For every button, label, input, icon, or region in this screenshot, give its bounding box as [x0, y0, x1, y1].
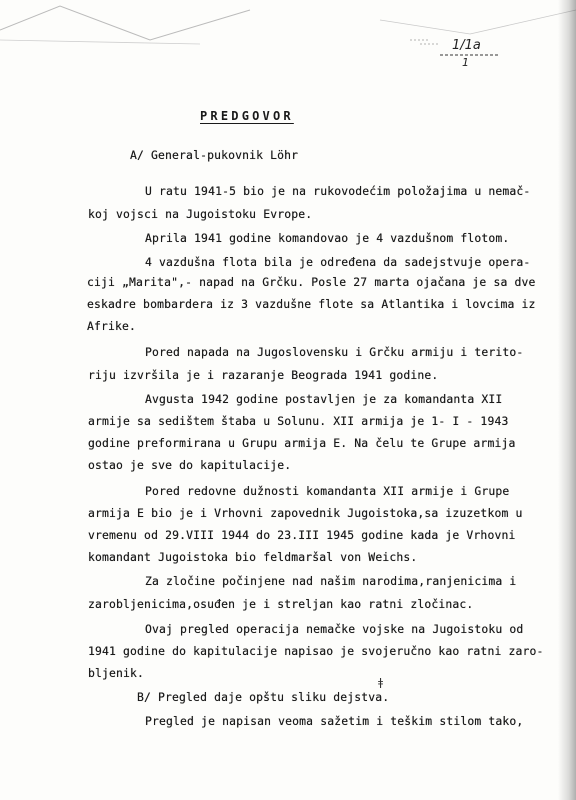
- text-line: 4 vazdušna flota bila je određena da sadejstvuje opera-: [145, 255, 531, 269]
- stamp-number: 1/1a: [452, 38, 481, 53]
- text-line: ciji „Marita",- napad na Grčku. Posle 27 marta ojačana je sa dve: [87, 275, 536, 289]
- text-line: koj vojsci na Jugoistoku Evrope.: [88, 207, 313, 221]
- text-line: ostao je sve do kapitulacije.: [88, 458, 292, 472]
- text-line: armija E bio je i Vrhovni zapovednik Jugoistoka,sa izuzetkom u: [88, 506, 523, 520]
- text-line: 1941 godine do kapitulacije napisao je svojeručno kao ratni zaro-: [88, 644, 544, 658]
- text-line: Pored redovne dužnosti komandanta XII armije i Grupe: [145, 484, 510, 498]
- text-line: Pored napada na Jugoslovensku i Grčku armiju i terito-: [145, 345, 524, 359]
- scan-edge-shadow: [558, 0, 576, 800]
- text-line: Za zločine počinjene nad našim narodima,ranjenicima i: [145, 574, 517, 588]
- text-line: Afrike.: [87, 319, 137, 333]
- text-line: Pregled je napisan veoma sažetim i teškim stilom tako,: [145, 714, 524, 728]
- text-line: Aprila 1941 godine komandovao je 4 vazdušnom flotom.: [145, 231, 510, 245]
- text-line: bljenik.: [88, 666, 145, 680]
- text-line: Avgusta 1942 godine postavljen je za komandanta XII: [145, 392, 503, 406]
- text-line: riju izvršila je i razaranje Beograda 1941 godine.: [88, 368, 439, 382]
- text-line: U ratu 1941-5 bio je na rukovodećim položajima u nemač-: [145, 184, 531, 198]
- text-line: godine preformirana u Grupu armija E. Na čelu te Grupe armija: [88, 436, 516, 450]
- stamp-underline: [440, 52, 500, 58]
- section-a-heading: A/ General-pukovnik Löhr: [130, 148, 299, 162]
- section-b-heading: B/ Pregled daje opštu sliku dejstva.: [137, 690, 390, 704]
- archive-stamp: [430, 34, 526, 80]
- document-title: PREDGOVOR: [200, 109, 294, 123]
- stamp-subnumber: 1: [462, 56, 469, 69]
- text-line: eskadre bombardera iz 3 vazdušne flote sa Atlantika i lovcima iz: [87, 297, 536, 311]
- text-line: vremenu od 29.VIII 1944 do 23.III 1945 godine kada je Vrhovni: [88, 528, 516, 542]
- text-line: komandant Jugoistoka bio feldmaršal von Weichs.: [88, 550, 418, 564]
- text-line: armije sa sedištem štaba u Solunu. XII armija je 1- I - 1943: [88, 414, 509, 428]
- handwritten-mark: ǂ: [378, 676, 384, 689]
- text-line: Ovaj pregled operacija nemačke vojske na Jugoistoku od: [145, 622, 524, 636]
- text-line: zarobljenicima,osuđen je i streljan kao ratni zločinac.: [88, 597, 474, 611]
